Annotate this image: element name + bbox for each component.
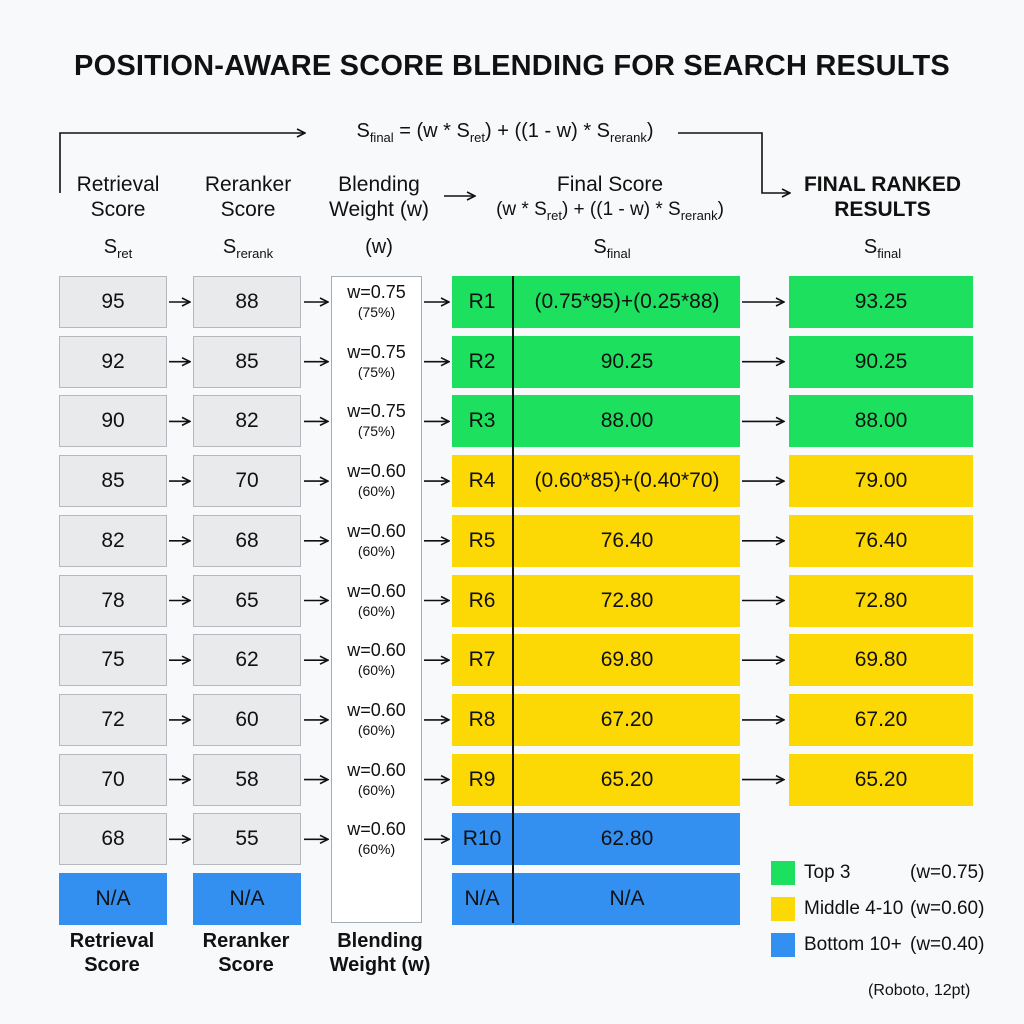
rank-label: R6 — [468, 588, 496, 612]
rank-label: R1 — [468, 290, 496, 313]
top-flow-left — [60, 133, 305, 193]
final-ranked-result[interactable]: 76.40 — [789, 515, 973, 567]
rank-label: R5 — [468, 528, 496, 552]
retrieval-score-cell: 85 — [59, 455, 167, 507]
final-ranked-result[interactable]: 90.25 — [789, 336, 973, 388]
weight-value: w=0.60 — [347, 580, 406, 601]
reranker-score-cell: 55 — [193, 813, 301, 865]
symbol-s-rerank: $S_{rerank}$ — [222, 236, 274, 261]
reranker-score-cell: 60 — [193, 694, 301, 746]
weight-value: w=0.60 — [347, 461, 406, 482]
reranker-score-cell: 82 — [193, 395, 301, 447]
header-final-ranked: FINAL RANKED RESULTS — [803, 173, 962, 221]
retrieval-score-cell: 78 — [59, 575, 167, 627]
header-blending: Blending Weight (w) — [329, 173, 429, 221]
final-na-calc: N/A — [609, 887, 645, 910]
weight-percent: (60%) — [357, 542, 396, 559]
weight-percent: (60%) — [357, 781, 396, 798]
legend-label-middle: Middle 4-10 — [804, 898, 904, 919]
final-ranked-result[interactable]: 93.25 — [789, 276, 973, 328]
legend-weight-bottom: (w=0.40) — [910, 934, 985, 955]
weight-value: w=0.75 — [347, 282, 406, 302]
weight-percent: (75%) — [357, 304, 396, 320]
final-score-calc: 72.80 — [600, 588, 654, 612]
weight-percent: (60%) — [357, 721, 396, 738]
reranker-score-cell: 88 — [193, 276, 301, 328]
final-score-calc: 62.80 — [600, 827, 654, 851]
rank-label: R7 — [468, 648, 496, 672]
rank-label: R9 — [468, 767, 496, 791]
weight-value: w=0.60 — [347, 520, 406, 541]
symbol-w: (w) — [365, 236, 393, 258]
font-note: (Roboto, 12pt) — [868, 982, 971, 999]
header-retrieval: Retrieval Score — [76, 173, 160, 221]
weight-value: w=0.60 — [347, 640, 406, 661]
reranker-score-cell: 68 — [193, 515, 301, 567]
final-ranked-result[interactable]: 69.80 — [789, 634, 973, 686]
legend-weight-top: (w=0.75) — [910, 862, 985, 883]
footer-retrieval: Retrieval Score — [69, 930, 155, 976]
rank-label: R3 — [468, 409, 496, 433]
legend-label-top: Top 3 — [804, 862, 851, 883]
final-ranked-result[interactable]: 67.20 — [789, 694, 973, 746]
header-reranker: Reranker Score — [204, 173, 292, 221]
retrieval-score-cell: 75 — [59, 634, 167, 686]
final-score-calc: (0.75*95)+(0.25*88) — [534, 290, 720, 313]
weight-value: w=0.60 — [347, 759, 406, 780]
rank-label: R10 — [462, 827, 502, 851]
final-ranked-result[interactable]: 72.80 — [789, 575, 973, 627]
weight-percent: (75%) — [357, 363, 396, 380]
reranker-score-cell: 58 — [193, 754, 301, 806]
retrieval-score-cell: 92 — [59, 336, 167, 388]
final-score-calc: 65.20 — [600, 767, 654, 791]
rank-label: R4 — [468, 469, 496, 493]
rank-label: R2 — [468, 349, 496, 373]
reranker-score-cell: 62 — [193, 634, 301, 686]
reranker-score-cell: 85 — [193, 336, 301, 388]
final-score-calc: 76.40 — [600, 528, 654, 552]
retrieval-score-cell: 95 — [59, 276, 167, 328]
final-score-calc: 90.25 — [600, 349, 654, 373]
final-score-calc: 67.20 — [600, 707, 654, 731]
final-score-calc: (0.60*85)+(0.40*70) — [534, 469, 720, 493]
footer-blending: Blending Weight (w) — [329, 930, 431, 976]
final-score-calc: 88.00 — [600, 409, 654, 433]
final-score-calc: 69.80 — [600, 648, 654, 672]
weight-percent: (60%) — [357, 841, 396, 858]
symbol-s-ret: $S_{ret}$ — [103, 236, 133, 261]
weight-percent: (60%) — [357, 662, 396, 679]
weight-percent: (60%) — [357, 483, 396, 500]
weight-percent: (75%) — [357, 423, 396, 440]
retrieval-score-cell: 68 — [59, 813, 167, 865]
legend-weight-middle: (w=0.60) — [910, 898, 985, 919]
symbol-s-final-ranked: $S_{final}$ — [863, 236, 902, 261]
retrieval-score-cell: 72 — [59, 694, 167, 746]
weight-value: w=0.75 — [347, 341, 406, 362]
weight-value: w=0.60 — [347, 699, 406, 720]
rank-na-label: N/A — [464, 887, 500, 910]
retrieval-score-cell: 70 — [59, 754, 167, 806]
retrieval-score-cell: 82 — [59, 515, 167, 567]
footer-reranker: Reranker Score — [202, 930, 290, 976]
top-formula: $S_{final} = (w * S_{ret}) + ((1 - w) * S_{rerank})$ — [356, 120, 654, 145]
reranker-score-cell: 70 — [193, 455, 301, 507]
retrieval-score-cell: 90 — [59, 395, 167, 447]
final-ranked-result[interactable]: 65.20 — [789, 754, 973, 806]
weight-percent: (60%) — [357, 602, 396, 619]
rank-label: R8 — [468, 707, 496, 731]
reranker-score-cell: 65 — [193, 575, 301, 627]
top-flow-right — [678, 133, 790, 193]
page-title: POSITION-AWARE SCORE BLENDING FOR SEARCH RESULTS — [74, 50, 950, 82]
reranker-na-cell: N/A — [193, 873, 301, 925]
header-final-score: Final Score $(w * S_{ret}) + ((1 - w) * S_{rerank})$ — [496, 173, 724, 223]
weight-value: w=0.75 — [347, 401, 406, 422]
symbol-s-final: $S_{final}$ — [593, 236, 631, 261]
weight-value: w=0.60 — [347, 819, 406, 840]
legend-label-bottom: Bottom 10+ — [804, 934, 902, 955]
retrieval-na-cell: N/A — [59, 873, 167, 925]
final-ranked-result[interactable]: 88.00 — [789, 395, 973, 447]
final-ranked-result[interactable]: 79.00 — [789, 455, 973, 507]
